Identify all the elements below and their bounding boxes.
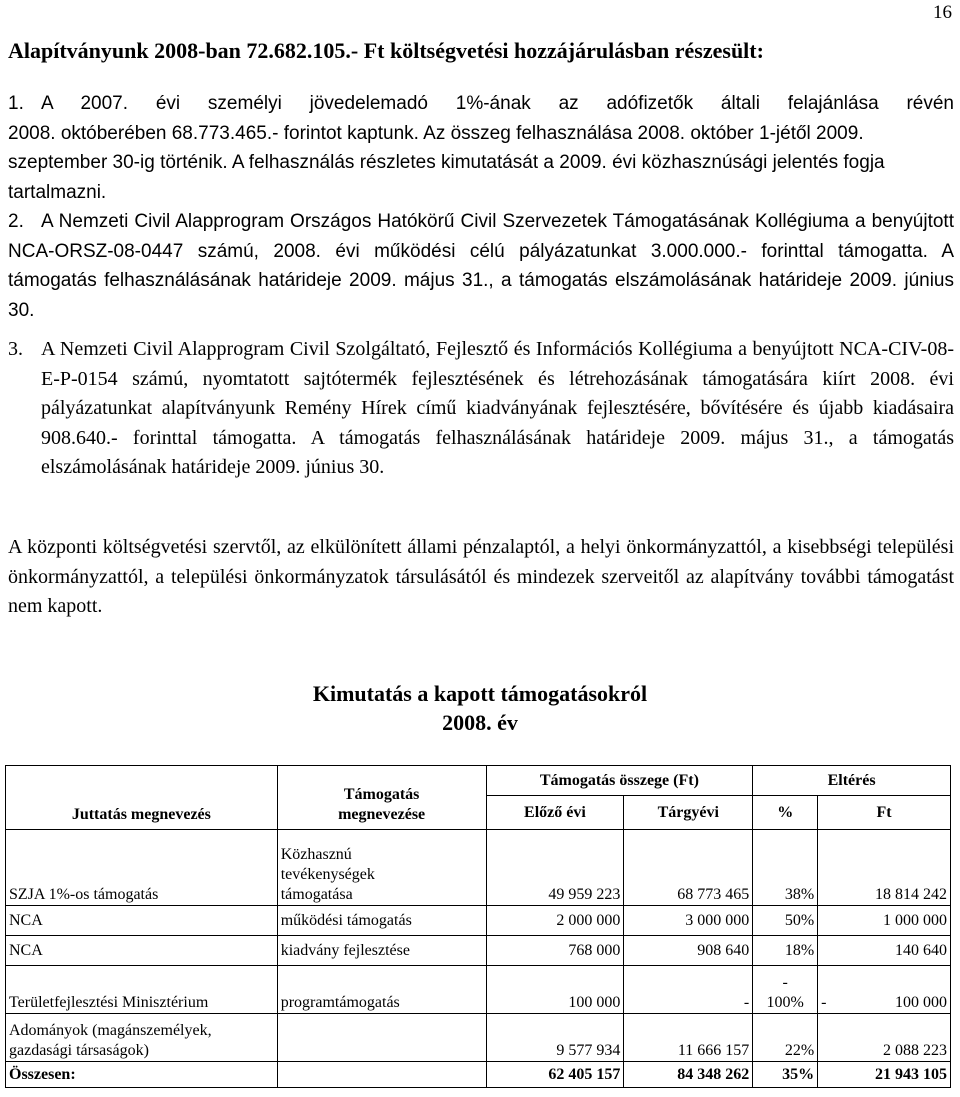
cell-elozo: 2 000 000 [486,906,624,936]
list-item-1 [8,89,954,207]
paragraph: A központi költségvetési szervtől, az elkülönített állami pénzalaptól, a helyi önkormányzattól, a kisebbségi települési önkormányzattól, a települési önkormányzatok társulásától és mindezek szerveitől az alapítvány további támogatást nem kapott. [8,536,954,617]
cell-targyevi: 3 000 000 [624,906,753,936]
header-elteres: Eltérés [753,766,951,796]
table-row [6,936,951,966]
cell-pct-line2: 100% [766,994,804,1011]
table-row [6,906,951,936]
cell-tamogatas: programtámogatás [277,966,486,1014]
cell-juttatas-line2: gazdasági társaságok) [9,1042,149,1059]
support-table [5,765,951,1088]
cell-juttatas: NCA [6,936,278,966]
cell-tamogatas: működési támogatás [277,906,486,936]
section-heading: Alapítványunk 2008-ban 72.682.105.- Ft költségvetési hozzájárulásban részesült: [8,38,764,63]
cell-tamogatas-line1: Közhasznú [280,846,352,863]
page-number: 16 [933,2,952,23]
list-text: A Nemzeti Civil Alapprogram Civil Szolgáltató, Fejlesztő és Információs Kollégiuma a benyújtott NCA-CIV-08-E-P-0154 számú, nyomtatott sajtótermék fejlesztésének és létrehozásának támogatására kiírt 2008. évi pályázatunkat alapítványunk Remény Hírek című kiadványának fejlesztésére, bővítésére és újabb kiadásaira 908.640.- forinttal támogatta. A támogatás felhasználásának határideje 2009. május 31., a támogatás elszámolásának határideje 2009. június 30. [41,338,954,478]
list-number: 2. [8,211,24,232]
header-juttatas: Juttatás megnevezés [6,766,278,830]
cell-ft: 2 088 223 [818,1014,951,1062]
cell-tamogatas-line3: támogatása [280,886,353,903]
cell-juttatas: NCA [6,906,278,936]
cell-tamogatas [277,1014,486,1062]
list-text: 2008. októberében 68.773.465.- forintot kaptunk. Az összeg felhasználása 2008. október 1-jétől 2009. szeptember 30-ig történik. A felhasználás részletes kimutatását a 2009. évi közhasznúsági jelentés fogja tartalmazni. [8,122,885,203]
list-text-first-line: A 2007. évi személyi jövedelemadó 1%-ának az adófizetők általi felajánlása révén [41,93,954,114]
cell-pct-line1: - [782,974,788,991]
list-text: A Nemzeti Civil Alapprogram Országos Hatókörű Civil Szervezetek Támogatásának Kollégiuma a benyújtott NCA-ORSZ-08-0447 számú, 2008. évi működési célú pályázatunkat 3.000.000.- forinttal támogatta. A támogatás felhasználásának határideje 2009. május 31., a támogatás elszámolásának határideje 2009. június 30. [8,211,954,321]
header-elozo: Előző évi [486,796,624,830]
table-row [6,1014,951,1062]
table-row [6,966,951,1014]
list-number: 3. [8,338,23,360]
total-empty [277,1062,486,1088]
table-row [6,830,951,906]
header-tamogatas-line2: megnevezése [338,806,426,823]
table-total-row [6,1062,951,1088]
header-pct: % [753,796,818,830]
cell-elozo: 9 577 934 [486,1014,624,1062]
cell-tamogatas-line2: tevékenységek [280,866,375,883]
header-targyevi: Tárgyévi [624,796,753,830]
header-osszeg: Támogatás összege (Ft) [486,766,753,796]
cell-targyevi: - [624,966,753,1014]
cell-ft: 18 814 242 [818,830,951,906]
cell-juttatas-line1: Adományok (magánszemélyek, [9,1022,212,1039]
cell-targyevi: 908 640 [624,936,753,966]
table-subtitle: 2008. év [442,710,518,735]
header-tamogatas-line1: Támogatás [343,786,420,803]
cell-ft [818,966,951,1014]
cell-elozo: 768 000 [486,936,624,966]
cell-targyevi: 11 666 157 [624,1014,753,1062]
cell-juttatas [6,1014,278,1062]
list-item-2 [8,207,954,325]
table-title: Kimutatás a kapott támogatásokról [312,681,648,706]
cell-ft: 1 000 000 [818,906,951,936]
total-ft: 21 943 105 [818,1062,951,1088]
cell-pct: 38% [753,830,818,906]
total-elozo: 62 405 157 [486,1062,624,1088]
header-ft: Ft [818,796,951,830]
cell-tamogatas [277,830,486,906]
cell-pct: 22% [753,1014,818,1062]
cell-elozo: 100 000 [486,966,624,1014]
list-number: 1. [8,93,24,114]
header-tamogatas [277,766,486,830]
cell-elozo: 49 959 223 [486,830,624,906]
cell-pct [753,966,818,1014]
cell-pct: 18% [753,936,818,966]
list-item-3 [8,335,954,483]
cell-tamogatas: kiadvány fejlesztése [277,936,486,966]
cell-ft-sign: - [821,994,827,1011]
cell-pct: 50% [753,906,818,936]
cell-juttatas: Területfejlesztési Minisztérium [6,966,278,1014]
cell-targyevi: 68 773 465 [624,830,753,906]
cell-juttatas: SZJA 1%-os támogatás [6,830,278,906]
total-targyevi: 84 348 262 [624,1062,753,1088]
table-header-row [6,766,951,796]
cell-ft-value: 100 000 [895,994,947,1011]
total-label: Összesen: [6,1062,278,1088]
cell-ft: 140 640 [818,936,951,966]
total-pct: 35% [753,1062,818,1088]
